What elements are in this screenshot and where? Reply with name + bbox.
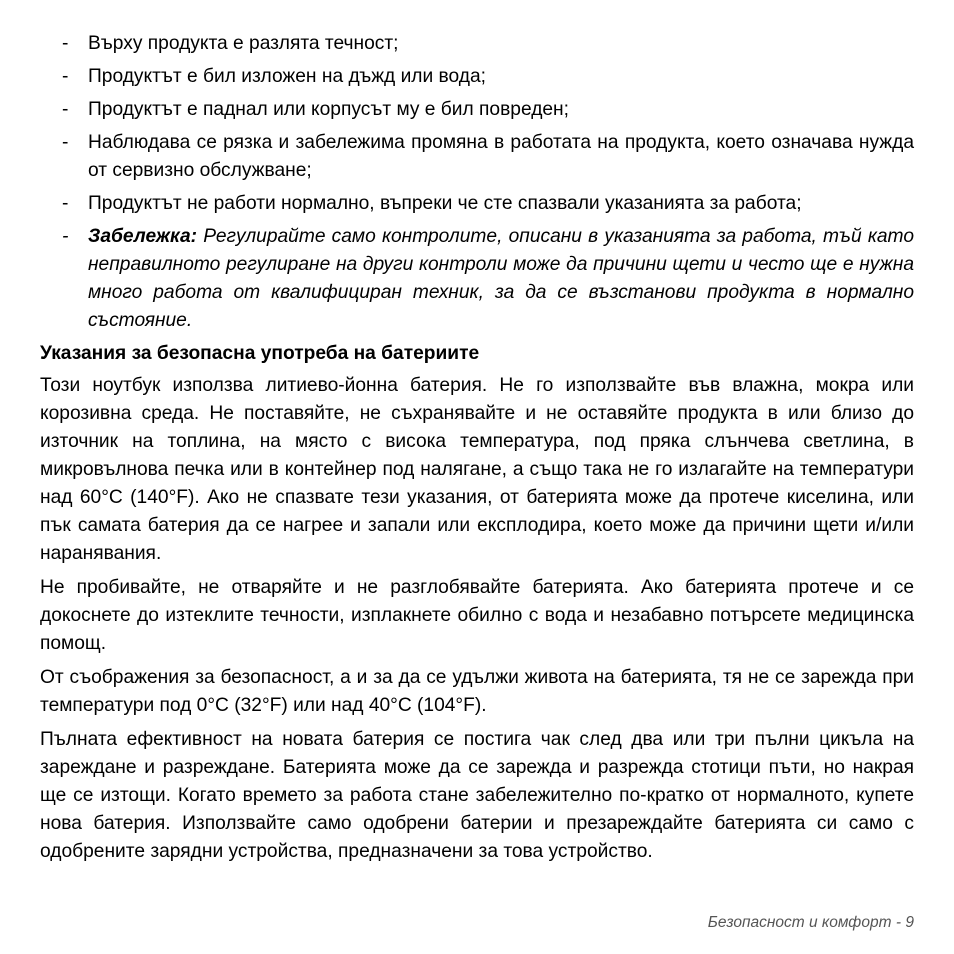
- list-item: [40, 129, 914, 185]
- paragraph: Пълната ефективност на новата батерия се постига чак след два или три пълни цикъла на зареждане и разреждане. Батерията може да се зарежда и разрежда стотици пъти, но накрая ще се изтощи. Когато времето за работа стане забележително по-кратко от нормалното, купете нова батерия. Използвайте само одобрени батерии и презареждайте батерията си само с одобрените зарядни устройства, предназначени за това устройство.: [40, 729, 914, 862]
- list-item-text: Върху продукта е разлята течност;: [88, 33, 399, 54]
- warning-list: [40, 30, 914, 335]
- list-item-text: Продуктът е бил изложен на дъжд или вода;: [88, 66, 486, 87]
- list-item: [40, 30, 914, 58]
- document-page: [40, 30, 914, 872]
- paragraph: От съображения за безопасност, а и за да се удължи живота на батерията, тя не се зарежда при температури под 0°C (32°F) или над 40°C (104°F).: [40, 667, 914, 716]
- list-dash: -: [62, 33, 69, 54]
- list-dash: -: [62, 66, 69, 87]
- footer-separator: -: [891, 914, 906, 931]
- list-dash: -: [62, 132, 69, 153]
- list-item: [40, 96, 914, 124]
- list-item-text: Наблюдава се рязка и забележима промяна в работата на продукта, което означава нужда от сервизно обслужване;: [88, 132, 914, 181]
- list-dash: -: [62, 193, 69, 214]
- page-number: 9: [905, 914, 914, 931]
- page-footer: [708, 914, 914, 932]
- list-item-text: Продуктът е паднал или корпусът му е бил повреден;: [88, 99, 569, 120]
- footer-section-name: Безопасност и комфорт: [707, 914, 892, 931]
- note-label: Забележка:: [88, 226, 198, 247]
- list-dash: -: [62, 226, 69, 247]
- list-dash: -: [62, 99, 69, 120]
- section-title: Указания за безопасна употреба на батериите: [40, 343, 480, 364]
- note-item: [40, 223, 914, 335]
- paragraph: Този ноутбук използва литиево-йонна батерия. Не го използвайте във влажна, мокра или корозивна среда. Не поставяйте, не съхранявайте и не оставяйте продукта в или близо до източник на топлина, на място с висока температура, под пряка слънчева светлина, в микровълнова печка или в контейнер под налягане, а също така не го излагайте на температури над 60°C (140°F). Ако не спазвате тези указания, от батерията може да протече киселина, или пък самата батерия да се нагрее и запали или експлодира, което може да причини щети и/или наранявания.: [40, 375, 914, 564]
- list-item-text: Продуктът не работи нормално, въпреки че сте спазвали указанията за работа;: [88, 193, 802, 214]
- list-item: [40, 63, 914, 91]
- note-text: Регулирайте само контролите, описани в указанията за работа, тъй като неправилното регулиране на други контроли може да причини щети и често ще е нужна много работа от квалифициран техник, за да се възстанови продукта в нормално състояние.: [88, 226, 914, 331]
- list-item: [40, 190, 914, 218]
- paragraph: Не пробивайте, не отваряйте и не разглобявайте батерията. Ако батерията протече и се докоснете до изтеклите течности, изплакнете обилно с вода и незабавно потърсете медицинска помощ.: [40, 577, 914, 654]
